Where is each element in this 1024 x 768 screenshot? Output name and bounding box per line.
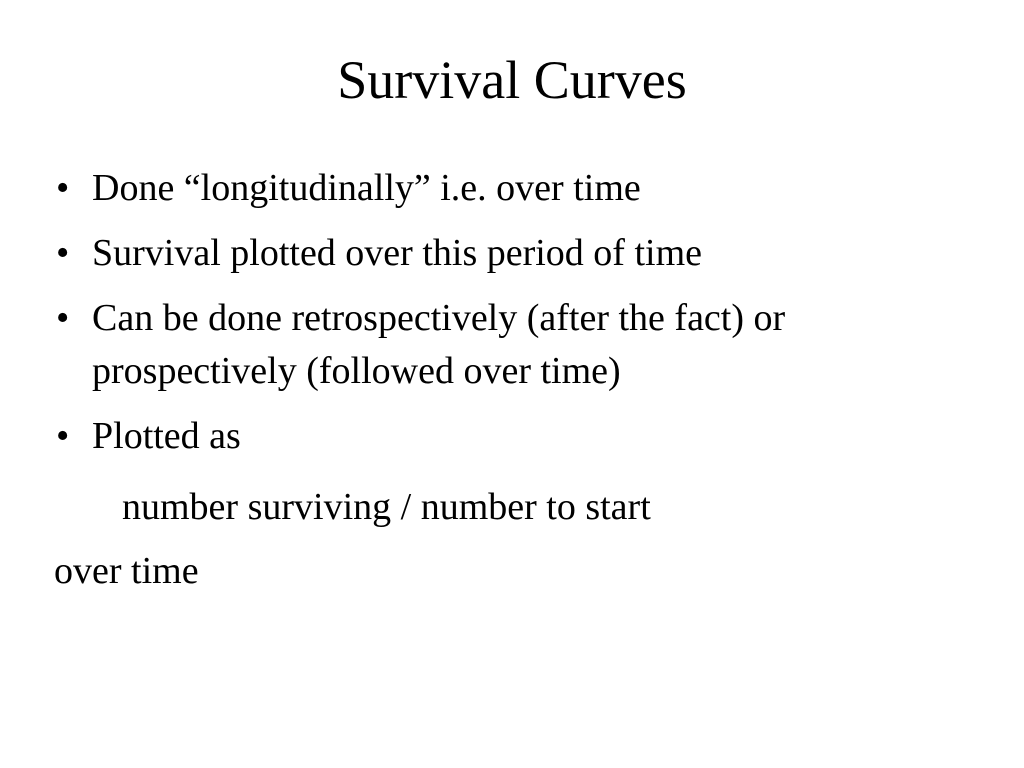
slide-title: Survival Curves [337,50,687,110]
bullet-text: Done “longitudinally” i.e. over time [92,167,641,209]
bullet-icon: • [56,297,70,339]
bullet-list [56,162,966,475]
bullet-text: Survival plotted over this period of time [92,232,703,274]
bullet-text: Plotted as [92,415,241,457]
trailing-line: over time [54,550,199,592]
bullet-icon: • [56,167,70,209]
bullet-icon: • [56,232,70,274]
bullet-item-survival-plotted [56,227,966,280]
formula-line: number surviving / number to start [122,486,651,528]
bullet-text: Can be done retrospectively (after the fact) or prospectively (followed over time) [92,297,786,392]
bullet-item-plotted-as [56,410,966,463]
bullet-item-longitudinal [56,162,966,215]
bullet-icon: • [56,415,70,457]
bullet-item-retrospective [56,292,966,398]
